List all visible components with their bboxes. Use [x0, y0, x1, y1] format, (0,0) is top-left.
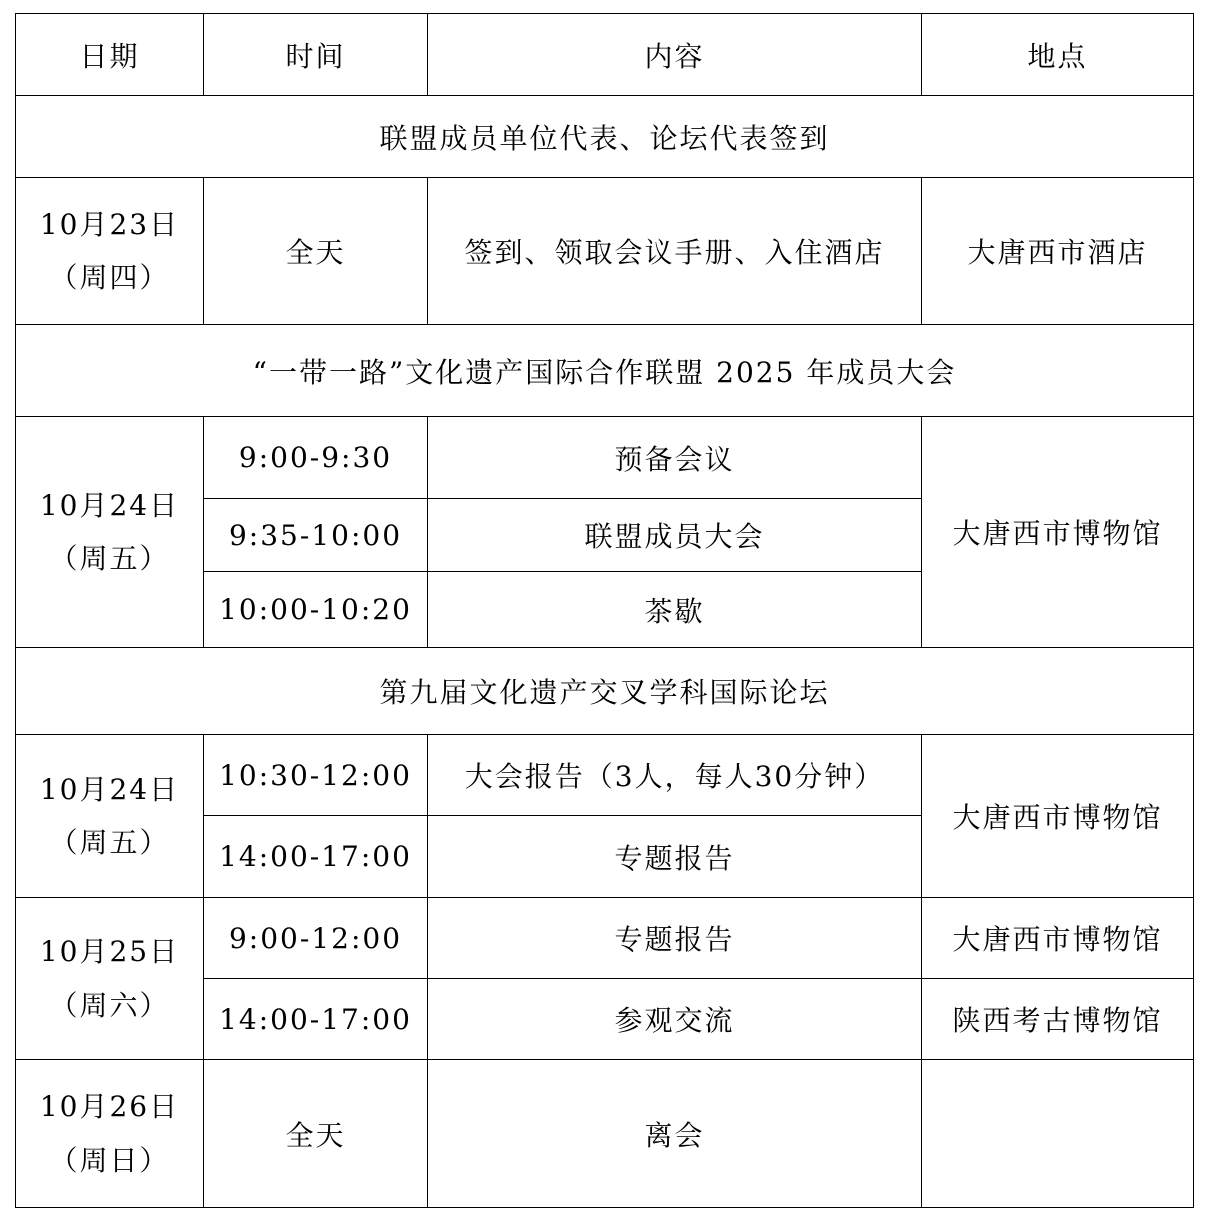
time-cell: 9:35-10:00 [204, 499, 428, 572]
table-row [16, 178, 1194, 325]
table-row [16, 1060, 1194, 1208]
time-cell: 全天 [204, 178, 428, 325]
weekday-text: （周五） [49, 542, 170, 575]
time-cell: 10:30-12:00 [204, 735, 428, 816]
date-text: 10月25日 [39, 935, 180, 969]
time-cell: 14:00-17:00 [204, 816, 428, 898]
table-row [16, 735, 1194, 816]
location-cell: 大唐西市博物馆 [922, 417, 1194, 648]
content-cell: 专题报告 [428, 898, 922, 979]
content-cell: 离会 [428, 1060, 922, 1208]
date-text: 10月24日 [39, 772, 180, 806]
time-cell: 9:00-12:00 [204, 898, 428, 979]
content-cell: 签到、领取会议手册、入住酒店 [428, 178, 922, 325]
time-cell: 14:00-17:00 [204, 979, 428, 1060]
section-title: 第九届文化遗产交叉学科国际论坛 [16, 648, 1194, 735]
weekday-text: （周五） [49, 826, 170, 859]
section-title-row [16, 648, 1194, 735]
content-cell: 专题报告 [428, 816, 922, 898]
header-content: 内容 [428, 14, 922, 96]
content-cell: 茶歇 [428, 572, 922, 648]
time-cell: 10:00-10:20 [204, 572, 428, 648]
time-cell: 全天 [204, 1060, 428, 1208]
section-title-row [16, 96, 1194, 178]
header-location: 地点 [922, 14, 1194, 96]
time-cell: 9:00-9:30 [204, 417, 428, 499]
date-text: 10月26日 [39, 1090, 180, 1124]
date-cell [16, 417, 204, 648]
date-cell [16, 735, 204, 898]
schedule-table [15, 13, 1194, 1208]
schedule-wrapper [15, 13, 1194, 1208]
content-cell: 参观交流 [428, 979, 922, 1060]
date-cell [16, 1060, 204, 1208]
location-cell: 大唐西市博物馆 [922, 735, 1194, 898]
date-cell [16, 178, 204, 325]
content-cell: 大会报告（3人，每人30分钟） [428, 735, 922, 816]
location-cell [922, 1060, 1194, 1208]
header-time: 时间 [204, 14, 428, 96]
location-cell: 陕西考古博物馆 [922, 979, 1194, 1060]
date-text: 10月24日 [39, 488, 180, 522]
section-title: “一带一路”文化遗产国际合作联盟 2025 年成员大会 [16, 325, 1194, 417]
content-cell: 预备会议 [428, 417, 922, 499]
section-title: 联盟成员单位代表、论坛代表签到 [16, 96, 1194, 178]
header-row [16, 14, 1194, 96]
section-title-row [16, 325, 1194, 417]
content-cell: 联盟成员大会 [428, 499, 922, 572]
location-cell: 大唐西市酒店 [922, 178, 1194, 325]
date-cell [16, 898, 204, 1060]
weekday-text: （周日） [49, 1143, 170, 1177]
weekday-text: （周六） [49, 988, 170, 1022]
table-row [16, 898, 1194, 979]
table-row [16, 417, 1194, 499]
header-date: 日期 [16, 14, 204, 96]
weekday-text: （周四） [49, 261, 170, 294]
date-text: 10月23日 [39, 207, 180, 241]
location-cell: 大唐西市博物馆 [922, 898, 1194, 979]
